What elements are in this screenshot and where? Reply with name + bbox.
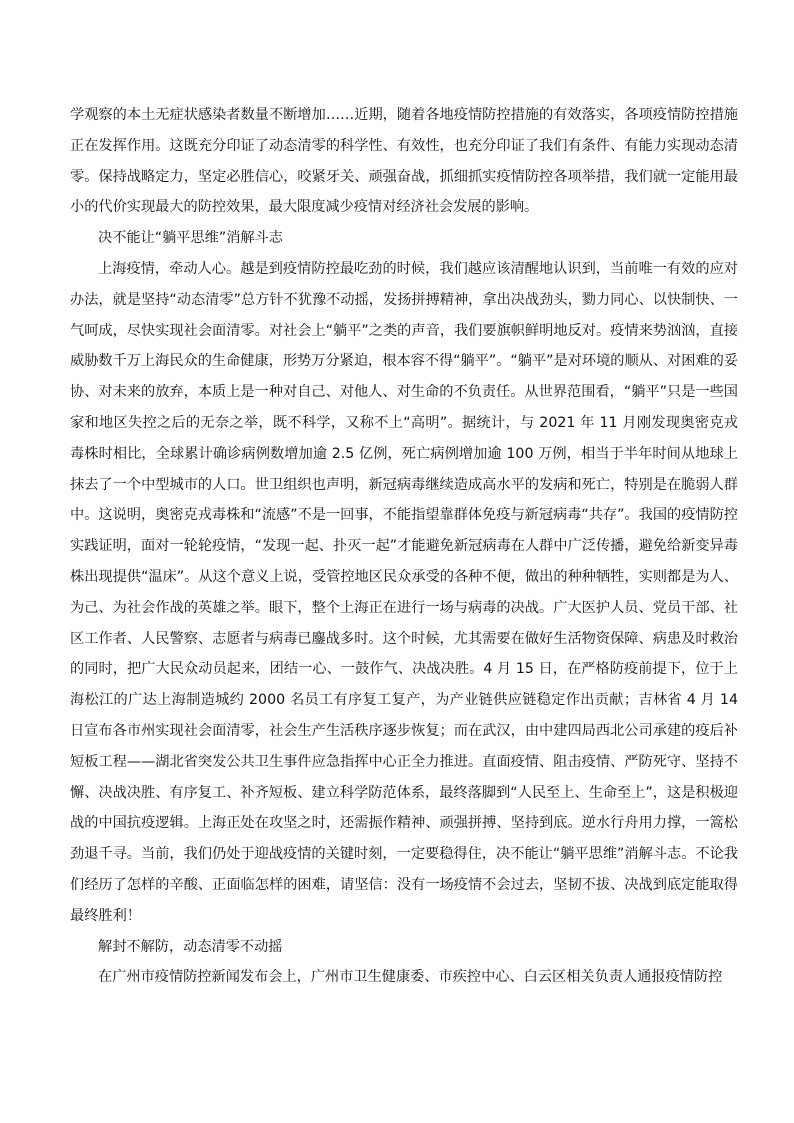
section-heading-unsealing: 解封不解防，动态清零不动摇 (98, 938, 283, 955)
paragraph-intro: 学观察的本土无症状感染者数量不断增加……近期，随着各地疫情防控措施的有效落实，各项疫情防控措施正在发挥作用。这既充分印证了动态清零的科学性、有效性，也充分印证了我们有条件、有能力实现动态清零。保持战略定力，坚定必胜信心，咬紧牙关、顽强奋战，抓细抓实疫情防控各项举措，我们就一定能用最小的代价实现最大的防控效果，最大限度减少疫情对经济社会发展的影响。 (70, 107, 738, 216)
article-body (70, 100, 738, 993)
paragraph-shanghai: 上海疫情，牵动人心。越是到疫情防控最吃劲的时候，我们越应该清醒地认识到，当前唯一有效的应对办法，就是坚持“动态清零”总方针不犹豫不动摇，发扬拼搏精神，拿出决战劲头，勠力同心、以快制快、一气呵成，尽快实现社会面清零。对社会上“躺平”之类的声音，我们要旗帜鲜明地反对。疫情来势汹汹，直接威胁数千万上海民众的生命健康，形势万分紧迫，根本容不得“躺平”。“躺平”是对环境的顺从、对困难的妥协、对未来的放弃，本质上是一种对自己、对他人、对生命的不负责任。从世界范围看，“躺平”只是一些国家和地区失控之后的无奈之举，既不科学，又称不上“高明”。据统计，与 2021 年 11 月刚发现奥密克戎毒株时相比，全球累计确诊病例数增加逾 2.5 亿例，死亡病例增加逾 100 万例，相当于半年时间从地球上抹去了一个中型城市的人口。世卫组织也声明，新冠病毒继续造成高水平的发病和死亡，特别是在脆弱人群中。这说明，奥密克戎毒株和“流感”不是一回事，不能指望靠群体免疫与新冠病毒“共存”。我国的疫情防控实践证明，面对一轮轮疫情，“发现一起、扑灭一起”才能避免新冠病毒在人群中广泛传播，避免给新变异毒株出现提供“温床”。从这个意义上说，受管控地区民众承受的各种不便，做出的种种牺牲，实则都是为人、为己、为社会作战的英雄之举。眼下，整个上海正在进行一场与病毒的决战。广大医护人员、党员干部、社区工作者、人民警察、志愿者与病毒已鏖战多时。这个时候，尤其需要在做好生活物资保障、病患及时救治的同时，把广大民众动员起来，团结一心、一鼓作气、决战决胜。4 月 15 日，在严格防疫前提下，位于上海松江的广达上海制造城约 2000 名员工有序复工复产，为产业链供应链稳定作出贡献；吉林省 4 月 14 日宣布各市州实现社会面清零，社会生产生活秩序逐步恢复；而在武汉，由中建四局西北公司承建的疫后补短板工程——湖北省突发公共卫生事件应急指挥中心正全力推进。直面疫情、阻击疫情、严防死守、坚持不懈、决战决胜、有序复工、补齐短板、建立科学防范体系，最终落脚到“人民至上、生命至上”，这是积极迎战的中国抗疫逻辑。上海正处在攻坚之时，还需振作精神、顽强拼搏、坚持到底。逆水行舟用力撑，一篙松劲退千寻。当前，我们仍处于迎战疫情的关键时刻，一定要稳得住，决不能让“躺平思维”消解斗志。不论我们经历了怎样的辛酸、正面临怎样的困难，请坚信：没有一场疫情不会过去，坚韧不拔、决战到底定能取得最终胜利！ (70, 260, 738, 924)
paragraph-guangzhou: 在广州市疫情防控新闻发布会上，广州市卫生健康委、市疾控中心、白云区相关负责人通报疫情防控 (98, 969, 723, 986)
section-heading-lying-flat: 决不能让“躺平思维”消解斗志 (98, 230, 283, 247)
